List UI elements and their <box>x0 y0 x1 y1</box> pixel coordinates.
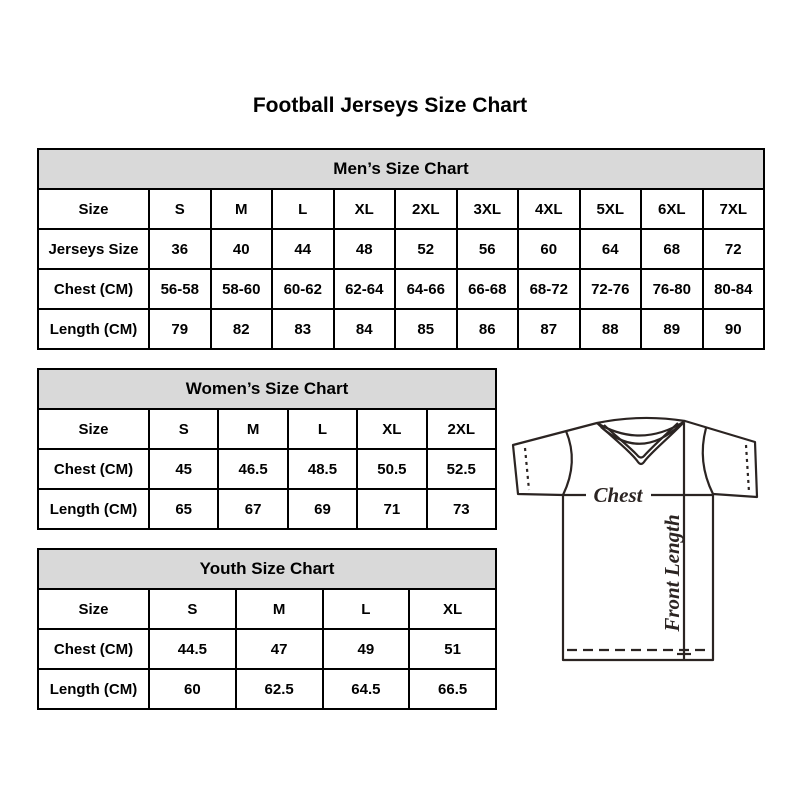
table-cell: 88 <box>580 309 642 349</box>
table-cell: S <box>149 189 211 229</box>
row-label: Length (CM) <box>38 309 149 349</box>
table-cell: 72-76 <box>580 269 642 309</box>
table-cell: 56-58 <box>149 269 211 309</box>
table-cell: XL <box>357 409 426 449</box>
table-cell: 36 <box>149 229 211 269</box>
table-row <box>38 189 764 229</box>
table-row <box>38 629 496 669</box>
table-cell: 82 <box>211 309 273 349</box>
table-cell: 58-60 <box>211 269 273 309</box>
table-row <box>38 309 764 349</box>
table-row <box>38 589 496 629</box>
table-cell: 80-84 <box>703 269 765 309</box>
table-cell: XL <box>334 189 396 229</box>
table-cell: 87 <box>518 309 580 349</box>
mens-size-table <box>37 148 765 350</box>
womens-size-table <box>37 368 497 530</box>
jersey-measurement-diagram <box>500 410 770 672</box>
table-cell: 6XL <box>641 189 703 229</box>
table-cell: S <box>149 409 218 449</box>
table-cell: 2XL <box>427 409 496 449</box>
table-title: Women’s Size Chart <box>38 369 496 409</box>
table-cell: 73 <box>427 489 496 529</box>
front-length-label: Front Length <box>660 514 684 632</box>
table-row <box>38 669 496 709</box>
table-cell: 64.5 <box>323 669 410 709</box>
row-label: Chest (CM) <box>38 629 149 669</box>
table-cell: 60 <box>149 669 236 709</box>
table-header-row <box>38 549 496 589</box>
table-cell: 67 <box>218 489 287 529</box>
row-label: Size <box>38 589 149 629</box>
table-cell: 69 <box>288 489 357 529</box>
table-header-row <box>38 149 764 189</box>
row-label: Chest (CM) <box>38 449 149 489</box>
table-cell: 66-68 <box>457 269 519 309</box>
table-cell: 4XL <box>518 189 580 229</box>
table-cell: 47 <box>236 629 323 669</box>
table-cell: 52.5 <box>427 449 496 489</box>
table-cell: 50.5 <box>357 449 426 489</box>
table-cell: 79 <box>149 309 211 349</box>
table-cell: M <box>218 409 287 449</box>
table-cell: 45 <box>149 449 218 489</box>
table-cell: 68 <box>641 229 703 269</box>
table-cell: 60-62 <box>272 269 334 309</box>
table-cell: 64-66 <box>395 269 457 309</box>
table-cell: 2XL <box>395 189 457 229</box>
table-cell: 44.5 <box>149 629 236 669</box>
table-cell: 83 <box>272 309 334 349</box>
table-cell: L <box>288 409 357 449</box>
table-cell: 68-72 <box>518 269 580 309</box>
table-cell: 62.5 <box>236 669 323 709</box>
youth-size-table <box>37 548 497 710</box>
table-cell: 49 <box>323 629 410 669</box>
table-header-row <box>38 369 496 409</box>
table-cell: 62-64 <box>334 269 396 309</box>
table-title: Men’s Size Chart <box>38 149 764 189</box>
table-cell: 85 <box>395 309 457 349</box>
table-cell: 40 <box>211 229 273 269</box>
table-cell: 66.5 <box>409 669 496 709</box>
table-cell: M <box>211 189 273 229</box>
row-label: Length (CM) <box>38 489 149 529</box>
table-cell: 84 <box>334 309 396 349</box>
row-label: Chest (CM) <box>38 269 149 309</box>
table-cell: 5XL <box>580 189 642 229</box>
table-row <box>38 229 764 269</box>
row-label: Jerseys Size <box>38 229 149 269</box>
table-cell: 64 <box>580 229 642 269</box>
table-cell: M <box>236 589 323 629</box>
table-cell: 60 <box>518 229 580 269</box>
table-row <box>38 449 496 489</box>
table-cell: 46.5 <box>218 449 287 489</box>
table-cell: 3XL <box>457 189 519 229</box>
table-cell: L <box>272 189 334 229</box>
table-cell: L <box>323 589 410 629</box>
row-label: Length (CM) <box>38 669 149 709</box>
table-cell: 44 <box>272 229 334 269</box>
table-cell: 72 <box>703 229 765 269</box>
row-label: Size <box>38 409 149 449</box>
table-cell: 51 <box>409 629 496 669</box>
table-cell: 48.5 <box>288 449 357 489</box>
table-row <box>38 409 496 449</box>
table-cell: 52 <box>395 229 457 269</box>
row-label: Size <box>38 189 149 229</box>
table-cell: 48 <box>334 229 396 269</box>
table-title: Youth Size Chart <box>38 549 496 589</box>
table-cell: 7XL <box>703 189 765 229</box>
table-cell: 71 <box>357 489 426 529</box>
page-title: Football Jerseys Size Chart <box>252 94 528 117</box>
table-cell: 65 <box>149 489 218 529</box>
table-cell: 56 <box>457 229 519 269</box>
table-row <box>38 269 764 309</box>
table-cell: XL <box>409 589 496 629</box>
table-cell: 89 <box>641 309 703 349</box>
chest-label: Chest <box>593 483 643 507</box>
table-cell: 86 <box>457 309 519 349</box>
table-row <box>38 489 496 529</box>
table-cell: S <box>149 589 236 629</box>
table-cell: 76-80 <box>641 269 703 309</box>
table-cell: 90 <box>703 309 765 349</box>
